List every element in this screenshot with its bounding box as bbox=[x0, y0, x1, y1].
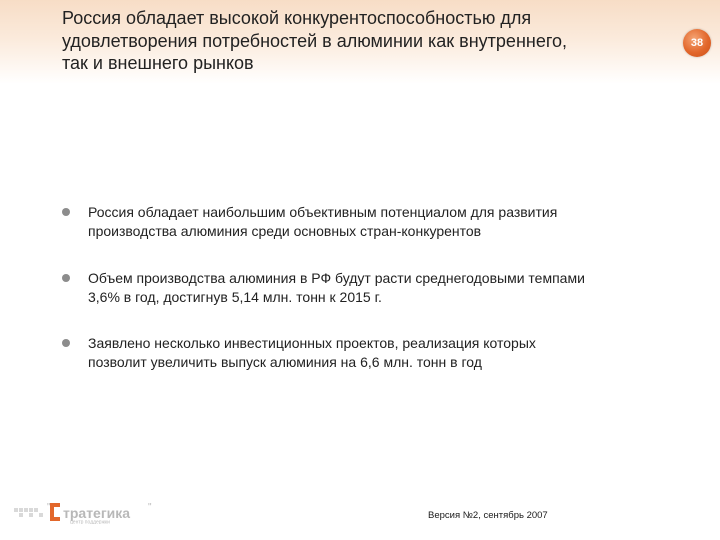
slide-title: Россия обладает высокой конкурентоспособностью для удовлетворения потребностей в алюминии как внутреннего, так и внешнего рынков bbox=[62, 8, 568, 73]
page-number-badge: 38 bbox=[683, 29, 711, 57]
bullet-text: Россия обладает наибольшим объективным потенциалом для развития производства алюминия среди основных стран-конкурентов bbox=[88, 204, 558, 239]
bullet-dot-icon bbox=[62, 274, 70, 282]
bullet-text: Заявлено несколько инвестиционных проектов, реализация которых позволит увеличить выпуск алюминия на 6,6 млн. тонн в год bbox=[88, 335, 536, 370]
footer-version: Версия №2, сентябрь 2007 bbox=[428, 510, 548, 521]
svg-text:": " bbox=[148, 502, 152, 513]
bullet-dot-icon bbox=[62, 339, 70, 347]
svg-text:центр поддержки: центр поддержки bbox=[70, 519, 110, 524]
bullet-dot-icon bbox=[62, 208, 70, 216]
strategika-logo bbox=[14, 500, 164, 524]
svg-text:": " bbox=[47, 502, 51, 513]
bullet-text: Объем производства алюминия в РФ будут расти среднегодовыми темпами 3,6% в год, достигнув 5,14 млн. тонн к 2015 г. bbox=[88, 270, 585, 305]
svg-text:тратегика: тратегика bbox=[63, 505, 131, 521]
